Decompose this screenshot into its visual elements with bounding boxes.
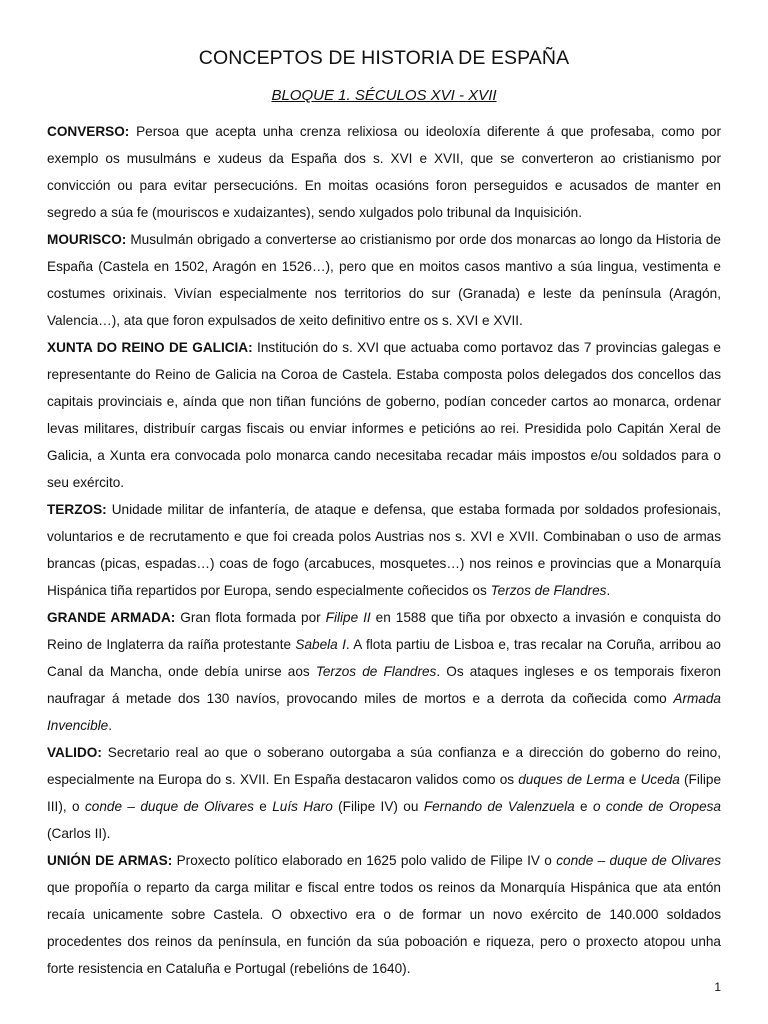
definition-text: Musulmán obrigado a converterse ao cristianismo por orde dos monarcas ao longo da Historia de España (Castela en 1502, Aragón en 1526…), pero que en moitos casos mantivo a súa lingua, vestimenta e costumes orixinais. Vivían especialmente nos territorios do sur (Granada) e leste da península (Aragón, Valencia…), ata que foron expulsados de xeito definitivo entre os s. XVI e XVII. <box>47 232 721 328</box>
italic-reference: duques de Lerma <box>518 772 625 787</box>
italic-reference: Luís Haro <box>272 799 333 814</box>
definition-text: Gran flota formada por <box>175 610 326 625</box>
glossary-term: CONVERSO: <box>47 124 130 139</box>
glossary-entry <box>47 118 721 226</box>
definition-text: Proxecto político elaborado en 1625 polo valido de Filipe IV o <box>172 853 557 868</box>
glossary-term: MOURISCO: <box>47 232 127 247</box>
glossary-term: GRANDE ARMADA: <box>47 610 176 625</box>
document-subtitle: BLOQUE 1. SÉCULOS XVI - XVII <box>271 87 497 104</box>
glossary-term: UNIÓN DE ARMAS: <box>47 853 173 868</box>
definition-text: e <box>253 799 273 814</box>
glossary-entry <box>47 739 721 847</box>
italic-reference: conde – duque de Olivares <box>84 799 254 814</box>
glossary-entry <box>47 496 721 604</box>
definition-text: Persoa que acepta unha crenza relixiosa ou ideoloxía diferente á que profesaba, como por exemplo os musulmáns e xudeus da España dos s. XVI e XVII, que se converteron ao cristianismo por convicción ou para evitar persecucións. En moitas ocasións foron perseguidos e acusados de manter en segredo a súa fe (mouriscos e xudaizantes), sendo xulgados polo tribunal da Inquisición. <box>47 124 721 220</box>
italic-reference: Fernando de Valenzuela <box>423 799 575 814</box>
definition-text: (Filipe III), o <box>47 772 721 814</box>
definition-text: . A flota partiu de Lisboa e, tras recalar na Coruña, arribou ao Canal da Mancha, onde debía unirse aos <box>47 637 721 679</box>
glossary-entry <box>47 604 721 739</box>
glossary-entry <box>47 226 721 334</box>
definition-text: e <box>624 772 641 787</box>
italic-reference: conde – duque de Olivares <box>556 853 721 868</box>
definition-text: . Os ataques ingleses e os temporais fixeron naufragar á metade dos 130 navíos, provocando miles de mortos e a derrota da coñecida como <box>47 664 721 706</box>
definition-text: . <box>108 718 112 733</box>
glossary-term: TERZOS: <box>47 502 107 517</box>
definition-text: (Carlos II). <box>47 826 111 841</box>
italic-reference: Filipe II <box>325 610 371 625</box>
glossary-term: XUNTA DO REINO DE GALICIA: <box>47 340 253 355</box>
italic-reference: Sabela I <box>295 637 346 652</box>
italic-reference: Terzos de Flandres <box>490 583 607 598</box>
glossary-entries <box>47 118 721 982</box>
glossary-term: VALIDO: <box>47 745 102 760</box>
italic-reference: Armada Invencible <box>47 691 721 733</box>
glossary-entry <box>47 847 721 982</box>
definition-text: Institución do s. XVI que actuaba como portavoz das 7 provincias galegas e representante do Reino de Galicia na Coroa de Castela. Estaba composta polos delegados dos concellos das capitais provinciais e, aínda que non tiñan funcións de goberno, podían conceder cartos ao monarca, ordenar levas militares, distribuír cargas fiscais ou enviar informes e peticións ao rei. Presidida polo Capitán Xeral de Galicia, a Xunta era convocada polo monarca cando necesitaba recadar máis impostos e/ou soldados para o seu exército. <box>47 340 721 490</box>
glossary-entry <box>47 334 721 496</box>
definition-text: en 1588 que tiña por obxecto a invasión e conquista do Reino de Inglaterra da raíña protestante <box>47 610 721 652</box>
definition-text: (Filipe IV) ou <box>332 799 424 814</box>
italic-reference: Uceda <box>640 772 680 787</box>
document-title: CONCEPTOS DE HISTORIA DE ESPAÑA <box>198 47 570 69</box>
definition-text: que propoñía o reparto da carga militar e fiscal entre todos os reinos da Monarquía Hispánica que ata entón recaía unicamente sobre Castela. O obxectivo era o de formar un novo exército de 140.000 soldados procedentes dos reinos da península, en función da súa poboación e riqueza, pero o proxecto atopou unha forte resistencia en Cataluña e Portugal (rebelións de 1640). <box>47 880 721 976</box>
definition-text: Secretario real ao que o soberano outorgaba a súa confianza e a dirección do goberno do reino, especialmente na Europa do s. XVII. En España destacaron validos como os <box>47 745 721 787</box>
definition-text: . <box>606 583 611 598</box>
page-number: 1 <box>714 980 721 994</box>
italic-reference: Terzos de Flandres <box>315 664 437 679</box>
definition-text: Unidade militar de infantería, de ataque e defensa, que estaba formada por soldados profesionais, voluntarios e de recrutamento e que foi creada polos Austrias nos s. XVI e XVII. Combinaban o uso de armas brancas (picas, espadas…) coas de fogo (arcabuces, mosquetes…) nos reinos e provincias que a Monarquía Hispánica tiña repartidos por Europa, sendo especialmente coñecidos os <box>47 502 721 598</box>
definition-text: e <box>574 799 593 814</box>
italic-reference: o conde de Oropesa <box>592 799 721 814</box>
